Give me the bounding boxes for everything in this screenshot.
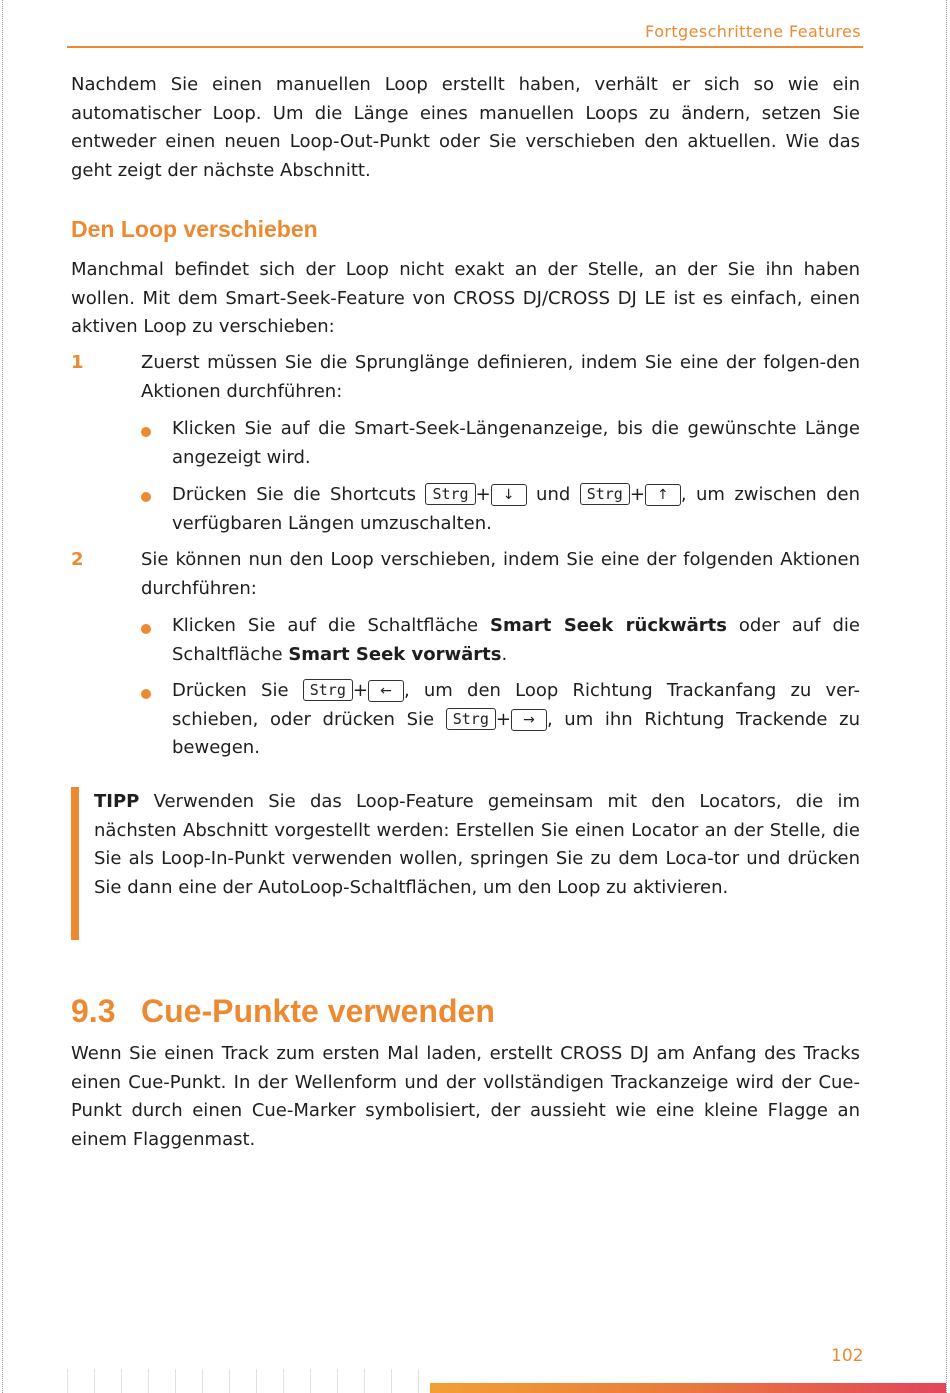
tip-box: [94, 788, 860, 903]
bullet-text-pre: Klicken Sie auf die Schaltfläche: [172, 615, 479, 636]
tip-label: TIPP: [94, 791, 140, 812]
bullet-icon: [141, 689, 151, 699]
key-ctrl: Strg: [580, 483, 630, 505]
ui-label-smart-seek-forward: Smart Seek vorwärts: [288, 643, 502, 665]
key-plus: +: [629, 484, 645, 505]
bullet-text-end: .: [501, 643, 508, 665]
step-1-bullet-2: [172, 481, 860, 538]
step-2-bullet-1: [172, 612, 860, 669]
tip-accent-bar: [71, 787, 79, 940]
key-ctrl: Strg: [446, 708, 496, 730]
bullet-text-mid: oder auf die Schaltfläche: [172, 615, 860, 665]
step-1-bullet-1: Klicken Sie auf die Smart-Seek-Längenanzeige, bis die gewünschte Länge angezeigt wird.: [172, 418, 860, 468]
chapter-title: Cue-Punkte verwenden: [141, 993, 495, 1029]
section-heading-loop: Den Loop verschieben: [71, 216, 318, 242]
step-2-text: Sie können nun den Loop verschieben, indem Sie eine der folgenden Aktionen durchführen:: [141, 549, 860, 599]
cue-paragraph: Wenn Sie einen Track zum ersten Mal laden, erstellt CROSS DJ am Anfang des Tracks einen Cue-Punkt. In der Wellenform und der vollständigen Trackanzeige wird der Cue-Punkt durch einen Cue-Marker symbolisiert, der aussieht wie eine kleine Flagge an einem Flaggenmast.: [71, 1043, 860, 1151]
key-arrow-up-icon: ↑: [645, 484, 681, 506]
bullet-text-pre: Drücken Sie: [172, 680, 289, 701]
key-ctrl: Strg: [303, 679, 353, 701]
page-border-right: [946, 0, 947, 1393]
bullet-icon: [141, 427, 151, 437]
step-number-2: 2: [71, 549, 84, 570]
bullet-text-pre: Drücken Sie die Shortcuts: [172, 484, 417, 505]
bullet-icon: [141, 492, 151, 502]
section-lead-paragraph: Manchmal befindet sich der Loop nicht exakt an der Stelle, an der Sie ihn haben wollen. Mit dem Smart-Seek-Feature von CROSS DJ/CROSS DJ LE ist es einfach, einen aktiven Loop zu verschieben:: [71, 259, 860, 338]
step-1-text: Zuerst müssen Sie die Sprunglänge definieren, indem Sie eine der folgen-den Aktionen durchführen:: [141, 352, 860, 402]
key-plus: +: [495, 708, 511, 730]
footer-gradient-bar: [430, 1383, 946, 1393]
key-arrow-down-icon: ↓: [491, 484, 527, 506]
key-plus: +: [352, 680, 368, 701]
bullet-text-and: und: [536, 484, 571, 505]
page-number: 102: [831, 1346, 864, 1366]
bullet-text-post: , um zwischen den verfügbaren Längen umzuschalten.: [172, 484, 860, 534]
key-ctrl: Strg: [425, 483, 475, 505]
step-2-bullet-2: [172, 677, 860, 763]
key-arrow-left-icon: ←: [368, 680, 404, 702]
bullet-text-mid: , um den Loop Richtung Trackanfang zu ver-schieben, oder drücken Sie: [172, 680, 860, 730]
running-header: Fortgeschrittene Features: [645, 22, 861, 41]
footer-decoration: [58, 1369, 428, 1393]
bullet-icon: [141, 624, 151, 634]
chapter-heading: [71, 993, 495, 1030]
header-rule: [67, 46, 863, 48]
key-arrow-right-icon: →: [511, 709, 547, 731]
intro-paragraph: Nachdem Sie einen manuellen Loop erstellt haben, verhält er sich so wie ein automatischer Loop. Um die Länge eines manuellen Loops zu ändern, setzen Sie entweder einen neuen Loop-Out-Punkt oder Sie verschieben den aktuellen. Wie das geht zeigt der nächste Abschnitt.: [71, 74, 860, 182]
tip-text: Verwenden Sie das Loop-Feature gemeinsam mit den Locators, die im nächsten Abschnitt vorgestellt werden: Erstellen Sie einen Locator an der Stelle, die Sie als Loop-In-Punkt verwenden wollen, springen Sie zu dem Loca-tor und drücken Sie dann eine der AutoLoop-Schaltflächen, um den Loop zu aktivieren.: [94, 791, 860, 899]
page-border-left: [2, 0, 3, 1393]
key-plus: +: [475, 484, 491, 505]
chapter-number: 9.3: [71, 993, 116, 1029]
step-number-1: 1: [71, 352, 84, 373]
ui-label-smart-seek-back: Smart Seek rückwärts: [490, 615, 727, 636]
bullet-text-post: , um ihn Richtung Trackende zu bewegen.: [172, 708, 860, 759]
